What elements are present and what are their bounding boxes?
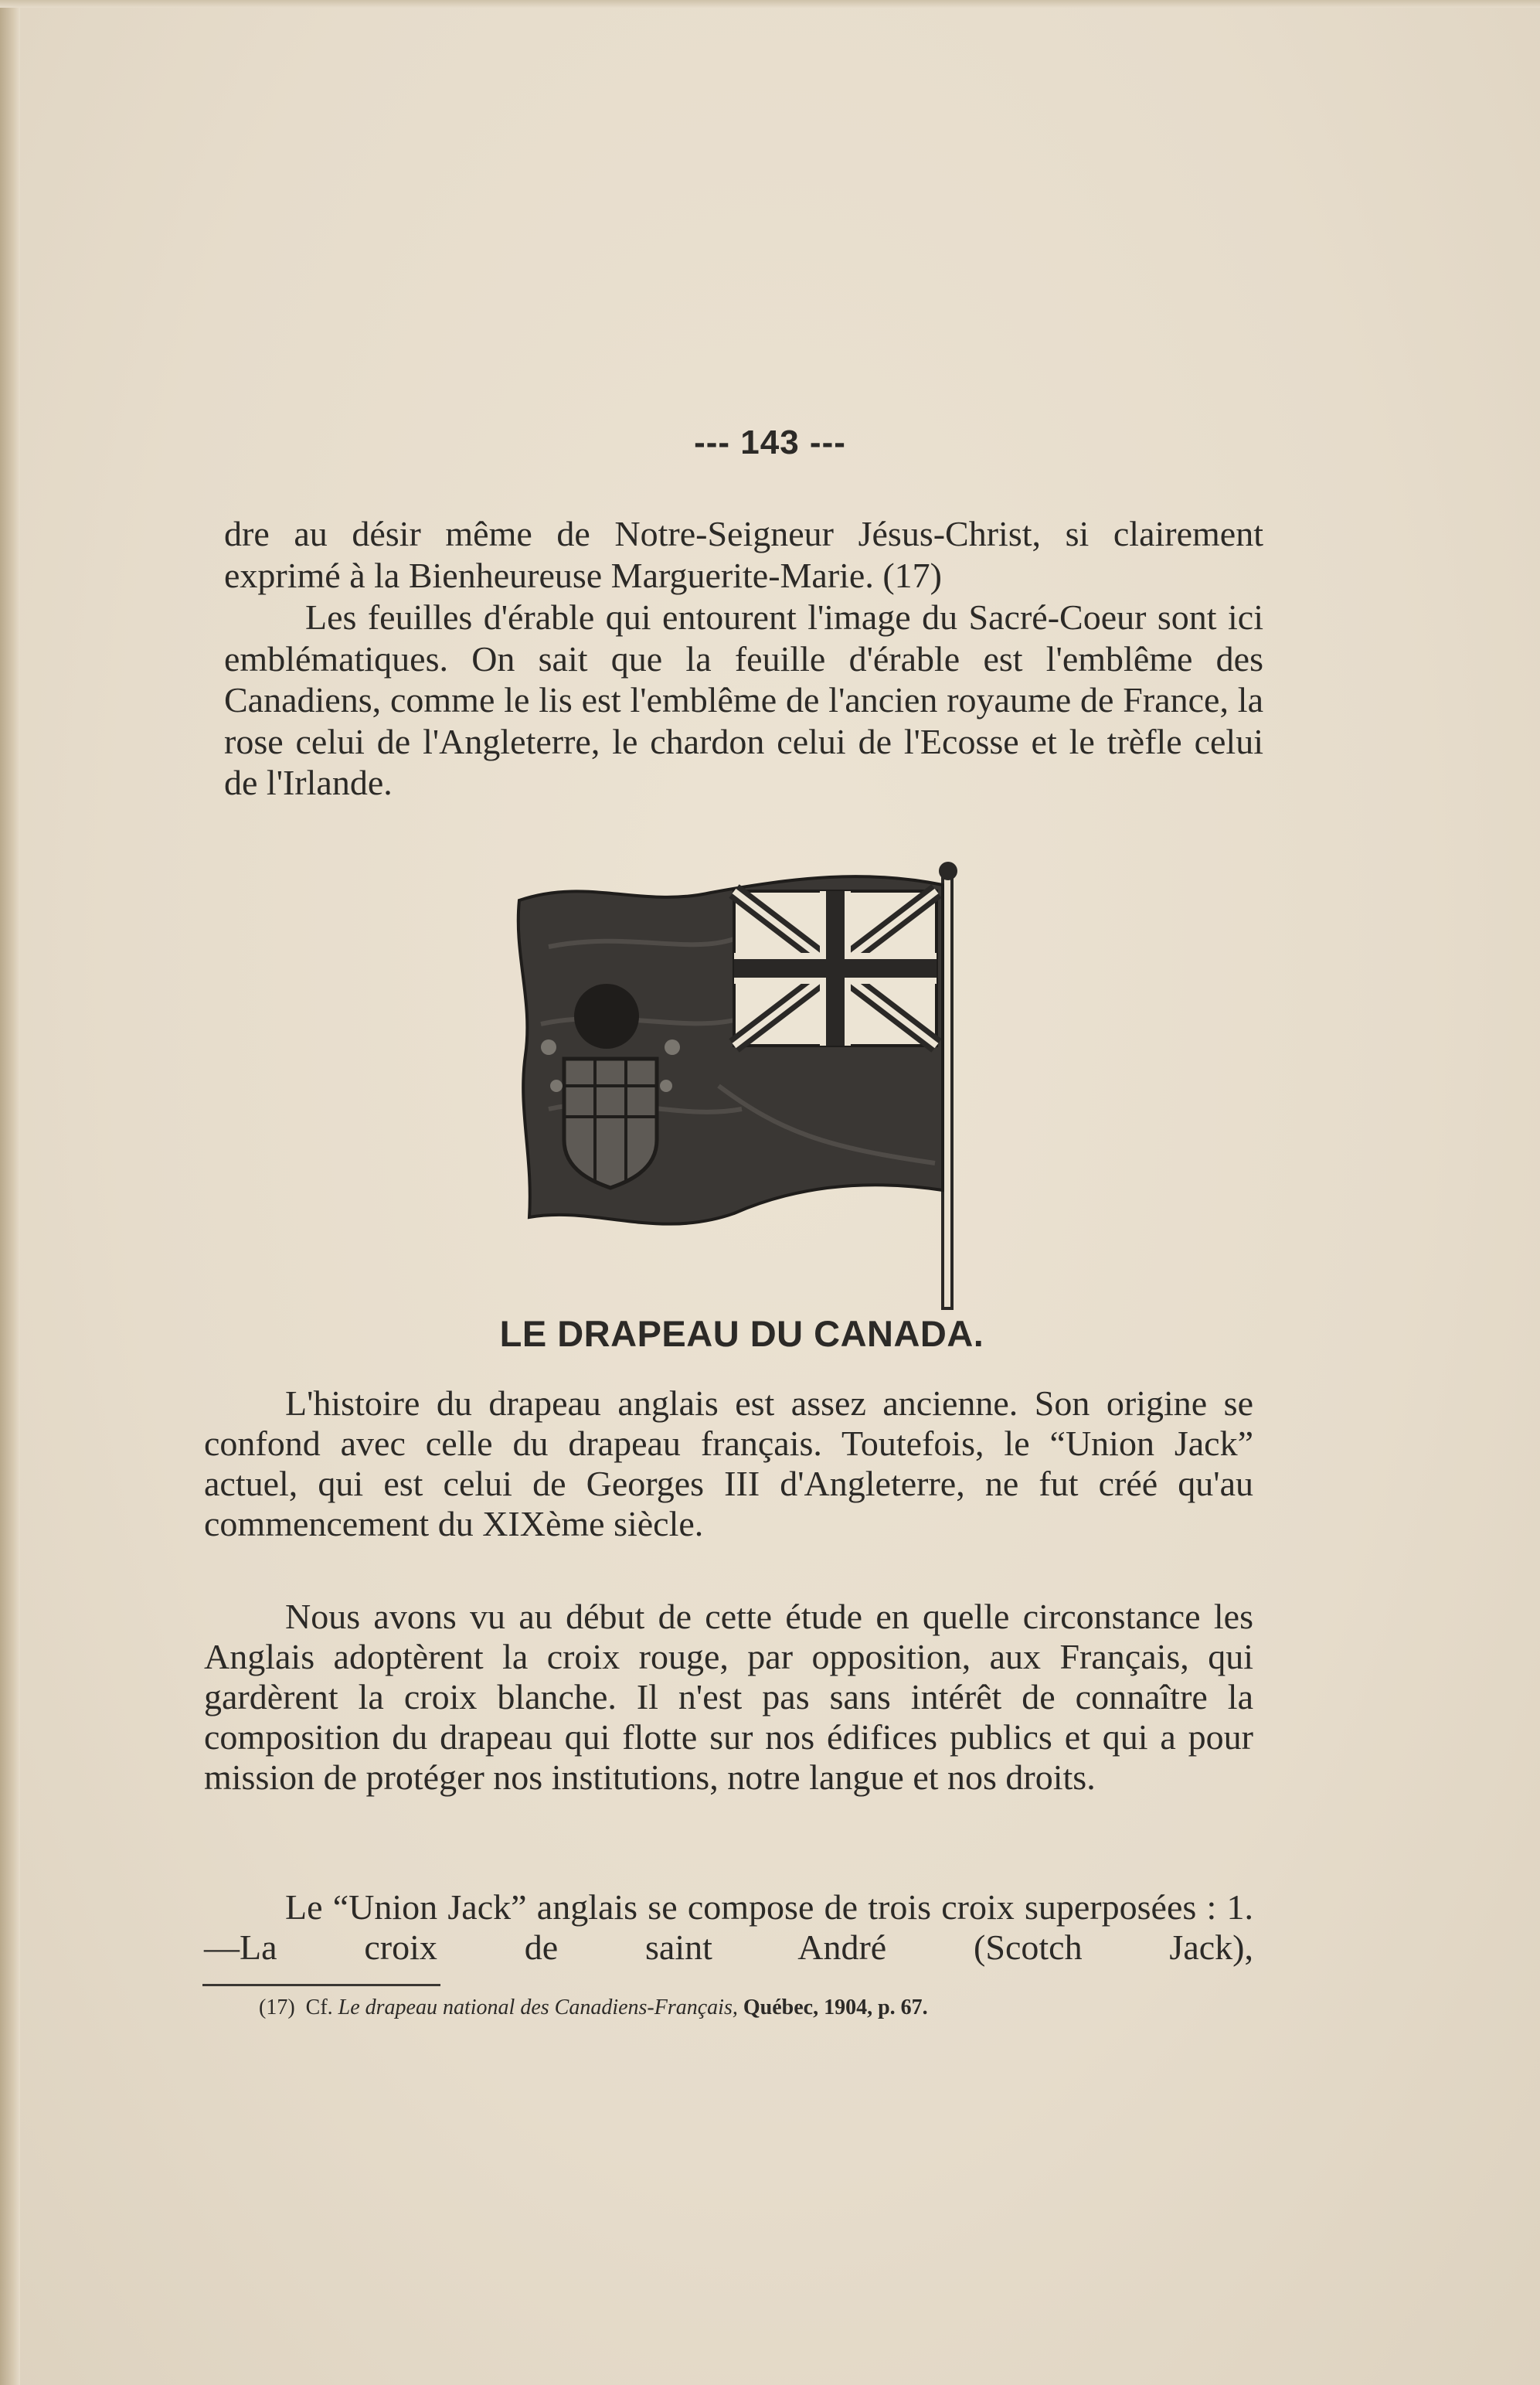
flag-icon <box>502 854 981 1314</box>
paragraph-4: Nous avons vu au début de cette étude en quelle circonstance les Anglais adoptèrent la croix rouge, par opposition, aux Français, qui gardèrent la croix blanche. Il n'est pas sans intérêt de connaître la composition du drapeau qui flotte sur nos édifices publics et qui a pour mission de protéger nos institutions, notre langue et nos droits. <box>204 1597 1253 1797</box>
paragraph-5: Le “Union Jack” anglais se compose de trois croix superposées : 1.—La croix de saint André (Scotch Jack), <box>204 1887 1253 1967</box>
paragraph-1: dre au désir même de Notre-Seigneur Jésus-Christ, si clairement exprimé à la Bienheureuse Marguerite-Marie. (17) <box>224 514 1263 595</box>
footnote-divider <box>202 1984 440 1986</box>
page-left-edge <box>0 0 20 2385</box>
footnote-details: Québec, 1904, p. 67. <box>743 1995 928 2019</box>
paragraph-2: Les feuilles d'érable qui entourent l'image du Sacré-Coeur sont ici emblématiques. On sait que la feuille d'érable est l'emblême des Canadiens, comme le lis est l'emblême de l'ancien royaume de France, la rose celui de l'Angleterre, le chardon celui de l'Ecosse et le trèfle celui de l'Irlande. <box>224 597 1263 802</box>
footnote-marker: (17) <box>259 1995 295 2019</box>
page-number: --- 143 --- <box>694 424 846 461</box>
page-top-edge <box>0 0 1540 8</box>
canada-flag-illustration <box>502 854 981 1314</box>
figure-caption: LE DRAPEAU DU CANADA. <box>499 1313 984 1354</box>
paragraph-3: L'histoire du drapeau anglais est assez ancienne. Son origine se confond avec celle du drapeau français. Toutefois, le “Union Jack” actuel, qui est celui de Georges III d'Angleterre, ne fut créé qu'au commencement du XIXème siècle. <box>204 1383 1253 1543</box>
footnote <box>259 1992 1287 2023</box>
footnote-source: Le drapeau national des Canadiens-Français, <box>338 1995 738 2019</box>
footnote-prefix: Cf. <box>305 1995 333 2019</box>
